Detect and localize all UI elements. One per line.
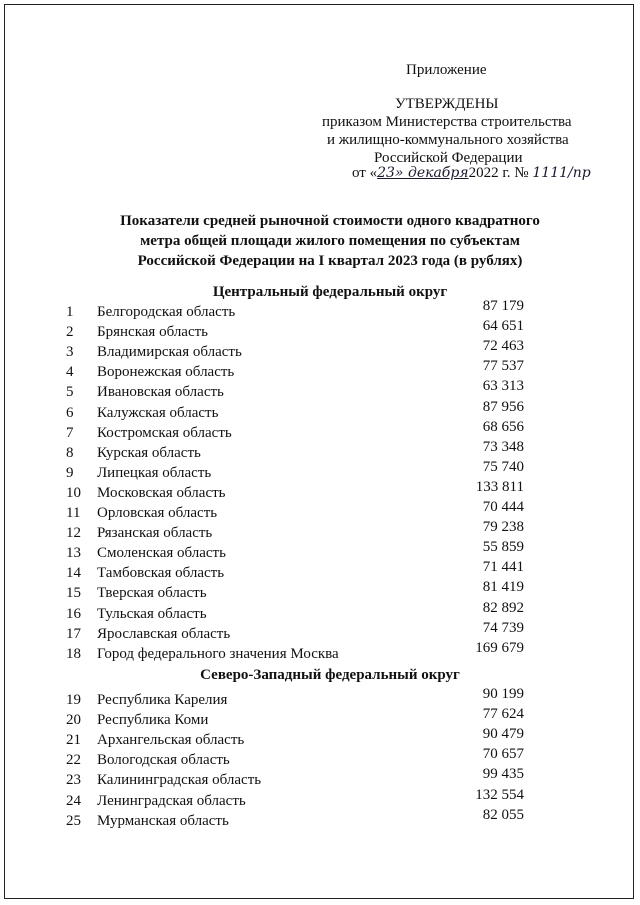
- price-value: 79 238: [482, 519, 524, 536]
- table-row: [0, 559, 640, 583]
- price-value: 99 435: [482, 766, 524, 783]
- row-number: 20: [66, 712, 81, 729]
- row-number: 10: [66, 484, 81, 501]
- row-number: 18: [66, 645, 81, 662]
- table-row: [0, 519, 640, 543]
- price-value: 63 313: [482, 378, 524, 395]
- region-name: Липецкая область: [97, 464, 212, 481]
- region-name: Республика Карелия: [97, 692, 228, 708]
- region-name: Московская область: [97, 484, 226, 501]
- price-value: 169 679: [475, 639, 524, 656]
- price-value: 81 419: [482, 579, 524, 596]
- approved-label: УТВЕРЖДЕНЫ: [395, 96, 499, 112]
- row-number: 4: [66, 364, 74, 381]
- region-name: Калининградская область: [97, 772, 262, 789]
- table-row: [0, 338, 640, 362]
- order-number-signature: 1111/пр: [532, 165, 591, 181]
- price-value: 133 811: [475, 478, 524, 495]
- price-value: 132 554: [475, 786, 524, 803]
- price-value: 72 463: [482, 338, 524, 355]
- price-value: 87 956: [482, 398, 524, 415]
- table-row: [0, 806, 640, 831]
- region-name: Владимирская область: [97, 344, 242, 361]
- price-value: 74 739: [482, 619, 524, 636]
- table-row: [0, 746, 640, 770]
- table-row: [0, 539, 640, 563]
- table-row: [0, 378, 640, 402]
- title-line-3: Российской Федерации на I квартал 2023 года (в рублях): [137, 253, 523, 269]
- title-line-2: метра общей площади жилого помещения по субъектам: [140, 233, 520, 249]
- row-number: 16: [66, 605, 81, 622]
- region-name: Брянская область: [97, 324, 209, 341]
- table-row: [0, 579, 640, 603]
- price-value: 77 624: [482, 706, 524, 723]
- row-number: 8: [66, 444, 74, 461]
- price-value: 87 179: [482, 298, 524, 314]
- date-signature: 23» декабря: [377, 165, 469, 181]
- price-value: 82 892: [482, 599, 524, 616]
- table-row: [0, 418, 640, 443]
- row-number: 6: [66, 404, 74, 421]
- region-name: Тверская область: [97, 585, 207, 602]
- region-name: Ленинградская область: [97, 792, 246, 809]
- region-name: Рязанская область: [97, 525, 213, 542]
- table-row: [0, 766, 640, 790]
- row-number: 24: [66, 792, 81, 809]
- region-name: Город федерального значения Москва: [97, 645, 339, 662]
- row-number: 1: [66, 304, 74, 320]
- row-number: 12: [66, 525, 81, 542]
- row-number: 5: [66, 384, 74, 401]
- document-title: [60, 211, 600, 271]
- region-name: Мурманская область: [97, 812, 229, 829]
- table-row: [0, 706, 640, 730]
- price-value: 70 657: [482, 746, 524, 763]
- region-name: Ярославская область: [97, 625, 231, 642]
- region-name: Белгородская область: [97, 304, 236, 320]
- region-name: Калужская область: [97, 404, 219, 421]
- approval-line-3: Российской Федерации: [374, 150, 523, 166]
- table-row: [0, 358, 640, 382]
- region-name: Воронежская область: [97, 364, 235, 381]
- table-row: [0, 499, 640, 523]
- row-number: 3: [66, 344, 74, 361]
- price-value: 55 859: [482, 539, 524, 556]
- approval-line-1: приказом Министерства строительства: [322, 114, 572, 130]
- row-number: 11: [66, 505, 81, 521]
- table-row: [0, 726, 640, 750]
- date-prefix: от «: [352, 165, 378, 181]
- table-row: [0, 599, 640, 624]
- row-number: 19: [66, 692, 81, 708]
- price-value: 82 055: [482, 806, 524, 823]
- district-heading: Центральный федеральный округ: [212, 284, 448, 300]
- region-name: Тамбовская область: [97, 565, 225, 582]
- price-value: 90 199: [482, 686, 524, 702]
- row-number: 25: [66, 812, 81, 829]
- region-name: Орловская область: [97, 505, 218, 521]
- table-row: [0, 438, 640, 463]
- table-row: [0, 298, 640, 322]
- table-row: [0, 619, 640, 644]
- table-row: [0, 318, 640, 342]
- region-name: Ивановская область: [97, 384, 224, 401]
- table-row: [0, 478, 640, 503]
- row-number: 22: [66, 752, 81, 769]
- price-value: 73 348: [482, 438, 524, 455]
- row-number: 21: [66, 732, 81, 749]
- region-name: Курская область: [97, 444, 201, 461]
- price-value: 71 441: [482, 559, 524, 576]
- table-row: [0, 458, 640, 483]
- row-number: 14: [66, 565, 81, 582]
- row-number: 9: [66, 464, 74, 481]
- region-name: Тульская область: [97, 605, 207, 622]
- region-name: Архангельская область: [97, 732, 245, 749]
- row-number: 15: [66, 585, 81, 602]
- region-name: Костромская область: [97, 424, 232, 441]
- appendix-label: Приложение: [406, 62, 487, 78]
- price-value: 77 537: [482, 358, 524, 375]
- row-number: 2: [66, 324, 74, 341]
- row-number: 13: [66, 545, 81, 562]
- region-name: Вологодская область: [97, 752, 230, 769]
- price-value: 70 444: [482, 499, 524, 515]
- row-number: 23: [66, 772, 81, 789]
- table-row: [0, 398, 640, 423]
- district-heading: Северо-Западный федеральный округ: [200, 667, 460, 683]
- title-line-1: Показатели средней рыночной стоимости одного квадратного: [120, 213, 540, 229]
- price-value: 90 479: [482, 726, 524, 743]
- price-value: 64 651: [482, 318, 524, 335]
- table-row: [0, 686, 640, 710]
- table-row: [0, 639, 640, 664]
- region-name: Республика Коми: [97, 712, 209, 729]
- date-year: 2022 г. №: [468, 165, 529, 181]
- price-value: 68 656: [482, 418, 524, 435]
- region-name: Смоленская область: [97, 545, 226, 562]
- price-value: 75 740: [482, 458, 524, 475]
- order-date-line: [352, 163, 591, 183]
- table-row: [0, 786, 640, 811]
- row-number: 17: [66, 625, 81, 642]
- approval-line-2: и жилищно-коммунального хозяйства: [327, 132, 569, 148]
- row-number: 7: [66, 424, 74, 441]
